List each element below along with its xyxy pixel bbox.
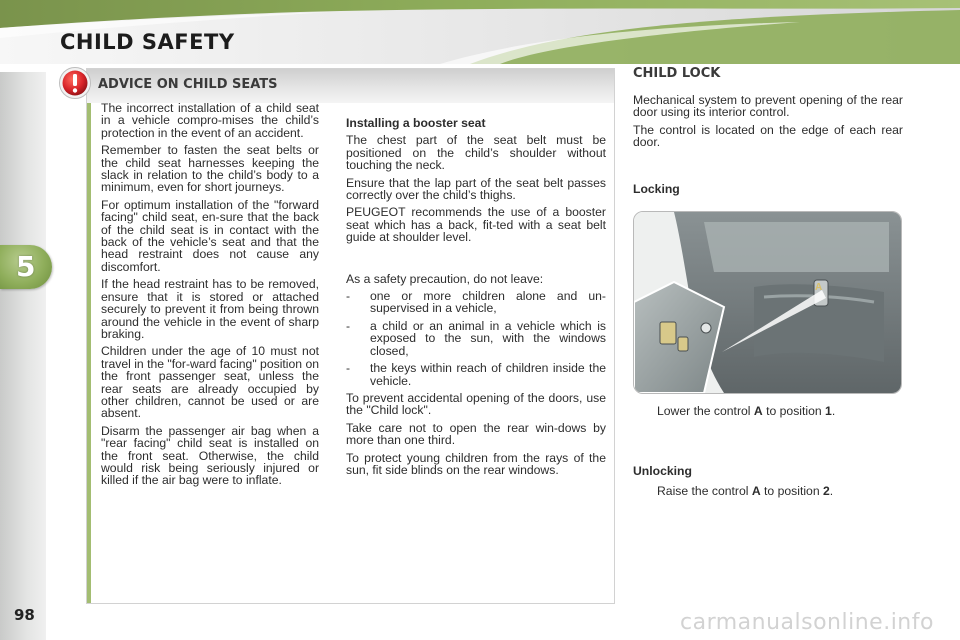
door-illustration (633, 211, 902, 394)
unlocking-instruction (633, 484, 833, 498)
warning-icon (58, 66, 92, 100)
advice-paragraph: Remember to fasten the seat belts or the child seat harnesses keeping the slack in relation to the child’s body to a minimum, even for short journeys. (101, 143, 319, 195)
dash-marker: - (346, 289, 351, 304)
closing-paragraph: Take care not to open the rear win-dows by more than one third. (346, 420, 606, 448)
instruction-text: to position (760, 484, 823, 498)
watermark: carmanualsonline.info (680, 610, 934, 635)
advice-column-left (101, 102, 319, 492)
advice-paragraph: Children under the age of 10 must not travel in the "for-ward facing" position on the front passenger seat, unless the rear seats are already occupied by other children, cannot be used or are absent. (101, 344, 319, 421)
list-item (346, 362, 606, 387)
advice-paragraph: Disarm the passenger air bag when a "rear facing" child seat is installed on the front seat. Otherwise, the child would risk being seriously injured or killed if the air bag were to inflate. (101, 423, 319, 488)
child-lock-intro (633, 94, 903, 154)
rear-door-drawing (634, 212, 901, 393)
list-item-text: a child or an animal in a vehicle which is exposed to the sun, with the windows closed, (370, 318, 606, 358)
advice-accent-bar (87, 103, 91, 603)
locking-instruction (633, 404, 835, 418)
list-item-text: the keys within reach of children inside the vehicle. (370, 361, 606, 388)
advice-column-right (346, 117, 606, 481)
control-label: A (815, 282, 823, 293)
child-lock-title: CHILD LOCK (633, 66, 721, 81)
child-lock-paragraph: The control is located on the edge of each rear door. (633, 122, 903, 150)
closing-paragraph: To prevent accidental opening of the doors, use the "Child lock". (346, 390, 606, 418)
instruction-text: . (831, 404, 836, 418)
advice-paragraph: The incorrect installation of a child seat in a vehicle compro-mises the child’s protection in the event of an accident. (101, 101, 319, 140)
closing-paragraph: To protect young children from the rays of the sun, fit side blinds on the rear windows. (346, 450, 606, 477)
side-strip (0, 72, 46, 640)
page-number: 98 (14, 606, 35, 624)
chapter-tab (0, 245, 52, 289)
dash-marker: - (346, 318, 351, 333)
instruction-text: Raise the control (657, 484, 752, 498)
advice-title: ADVICE ON CHILD SEATS (98, 77, 278, 92)
list-item-text: one or more children alone and un-supervised in a vehicle, (370, 289, 606, 316)
position-number: 2 (823, 484, 830, 498)
instruction-text: Lower the control (657, 404, 754, 418)
chapter-number: 5 (16, 250, 36, 283)
booster-paragraph: The chest part of the seat belt must be positioned on the child’s shoulder without touching the neck. (346, 133, 606, 173)
booster-paragraph: Ensure that the lap part of the seat belt passes correctly over the child’s thighs. (346, 175, 606, 203)
unlocking-subheading: Unlocking (633, 464, 692, 478)
list-item (346, 290, 606, 315)
booster-subheading: Installing a booster seat (346, 116, 486, 130)
control-letter: A (751, 484, 761, 498)
child-lock-paragraph: Mechanical system to prevent opening of the rear door using its interior control. (633, 93, 903, 120)
instruction-text: . (829, 484, 834, 498)
locking-subheading: Locking (633, 182, 680, 196)
precaution-intro: As a safety precaution, do not leave: (346, 271, 544, 286)
advice-paragraph: For optimum installation of the "forward facing" child seat, en-sure that the back of the child seat is in contact with the back of the vehicle’s seat and that the head restraint does not cause any discomfort. (101, 197, 319, 274)
page-title: CHILD SAFETY (60, 30, 235, 54)
booster-paragraph: PEUGEOT recommends the use of a booster seat which has a back, fit-ted with a seat belt guide at shoulder level. (346, 205, 606, 245)
list-item (346, 320, 606, 357)
instruction-text: to position (762, 404, 826, 418)
position-number: 1 (825, 404, 832, 418)
dash-marker: - (346, 361, 351, 376)
control-letter: A (753, 404, 763, 418)
advice-paragraph: If the head restraint has to be removed, ensure that it is stored or attached securely to prevent it from being thrown around the vehicle in the event of sharp braking. (101, 277, 319, 341)
